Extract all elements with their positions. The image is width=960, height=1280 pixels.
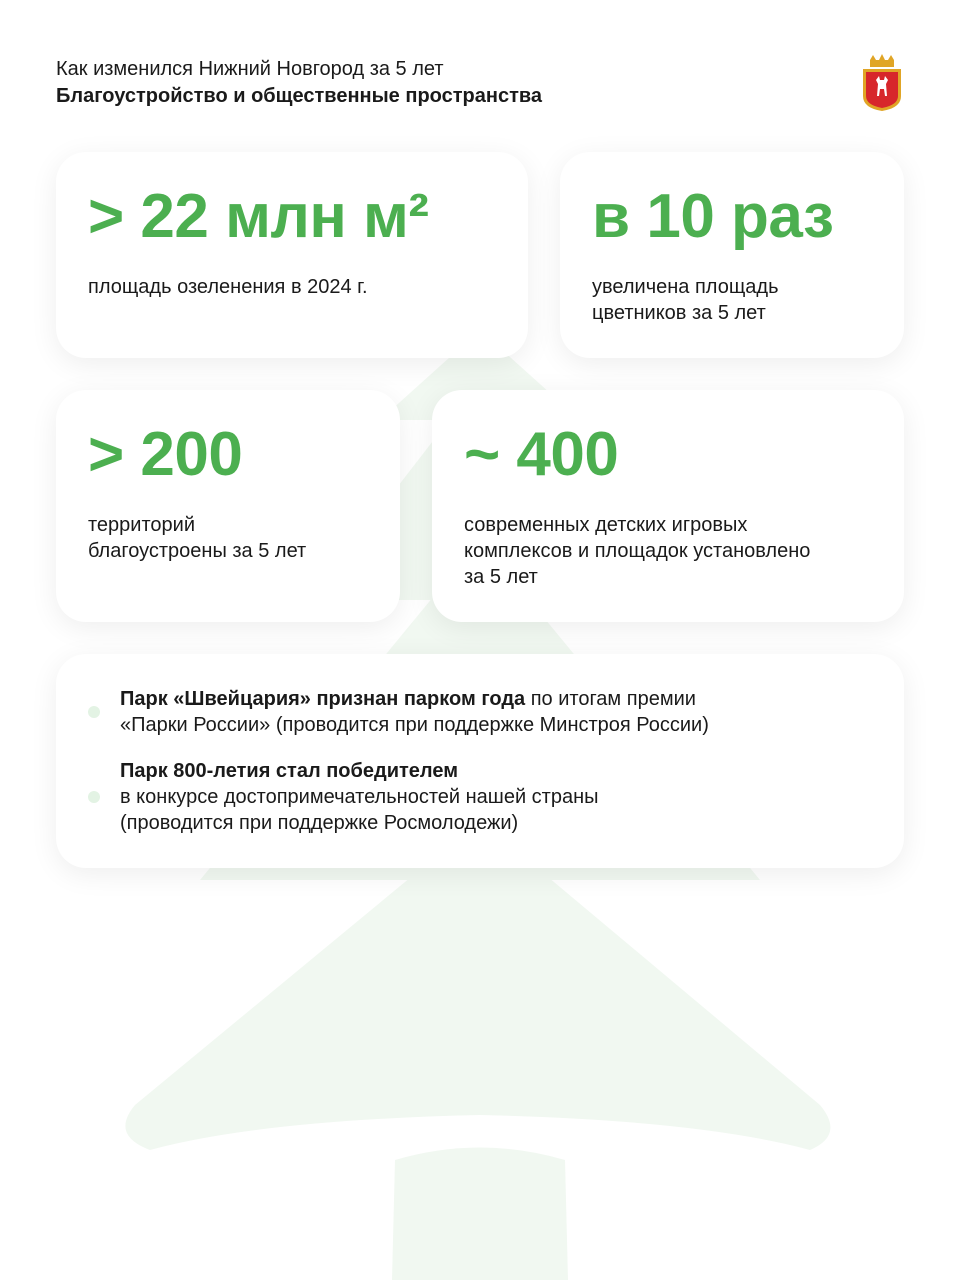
stat-value: > 200	[88, 420, 243, 489]
stat-description	[592, 274, 778, 326]
achievement-text: по итогам премии	[525, 688, 696, 710]
stat-description	[464, 512, 810, 590]
stat-value: ~ 400	[464, 420, 619, 489]
achievement-highlight	[120, 758, 880, 784]
stat-description-line: благоустроены за 5 лет	[88, 540, 307, 562]
achievement-line: (проводится при поддержке Росмолодежи)	[120, 812, 519, 834]
stat-description-line: увеличена площадь	[592, 276, 779, 298]
stat-value: > 22 млн м²	[88, 182, 429, 251]
achievement-line: в конкурсе достопримечательностей нашей страны	[120, 786, 599, 808]
bullet-dot-icon	[88, 706, 100, 718]
stat-description-line: цветников за 5 лет	[592, 302, 766, 324]
achievement-highlight-text: Парк 800-летия стал победителем	[120, 760, 459, 782]
page-subtitle: Как изменился Нижний Новгород за 5 лет	[56, 58, 444, 80]
stat-description	[88, 512, 306, 564]
stat-description-line: территорий	[88, 514, 196, 536]
achievement-line	[120, 686, 880, 712]
stat-card-flowerbeds	[560, 152, 904, 358]
page-title: Благоустройство и общественные пространства	[56, 85, 543, 107]
stat-description: площадь озеленения в 2024 г.	[88, 276, 368, 298]
achievement-highlight: Парк «Швейцария» признан парком года	[120, 688, 526, 710]
stat-value: в 10 раз	[592, 182, 834, 251]
city-emblem-icon	[860, 54, 904, 112]
achievement-line: «Парки России» (проводится при поддержке Минстроя России)	[120, 714, 709, 736]
stat-description-line: комплексов и площадок установлено	[464, 540, 811, 562]
stat-card-playgrounds	[432, 390, 904, 622]
achievement-item	[120, 758, 880, 836]
achievements-card	[56, 654, 904, 868]
achievement-item	[120, 686, 880, 738]
stat-card-greening	[56, 152, 528, 358]
stat-description-line: за 5 лет	[464, 566, 538, 588]
stat-description-line: современных детских игровых	[464, 514, 748, 536]
bullet-dot-icon	[88, 791, 100, 803]
stat-card-territories	[56, 390, 400, 622]
header	[56, 56, 542, 110]
